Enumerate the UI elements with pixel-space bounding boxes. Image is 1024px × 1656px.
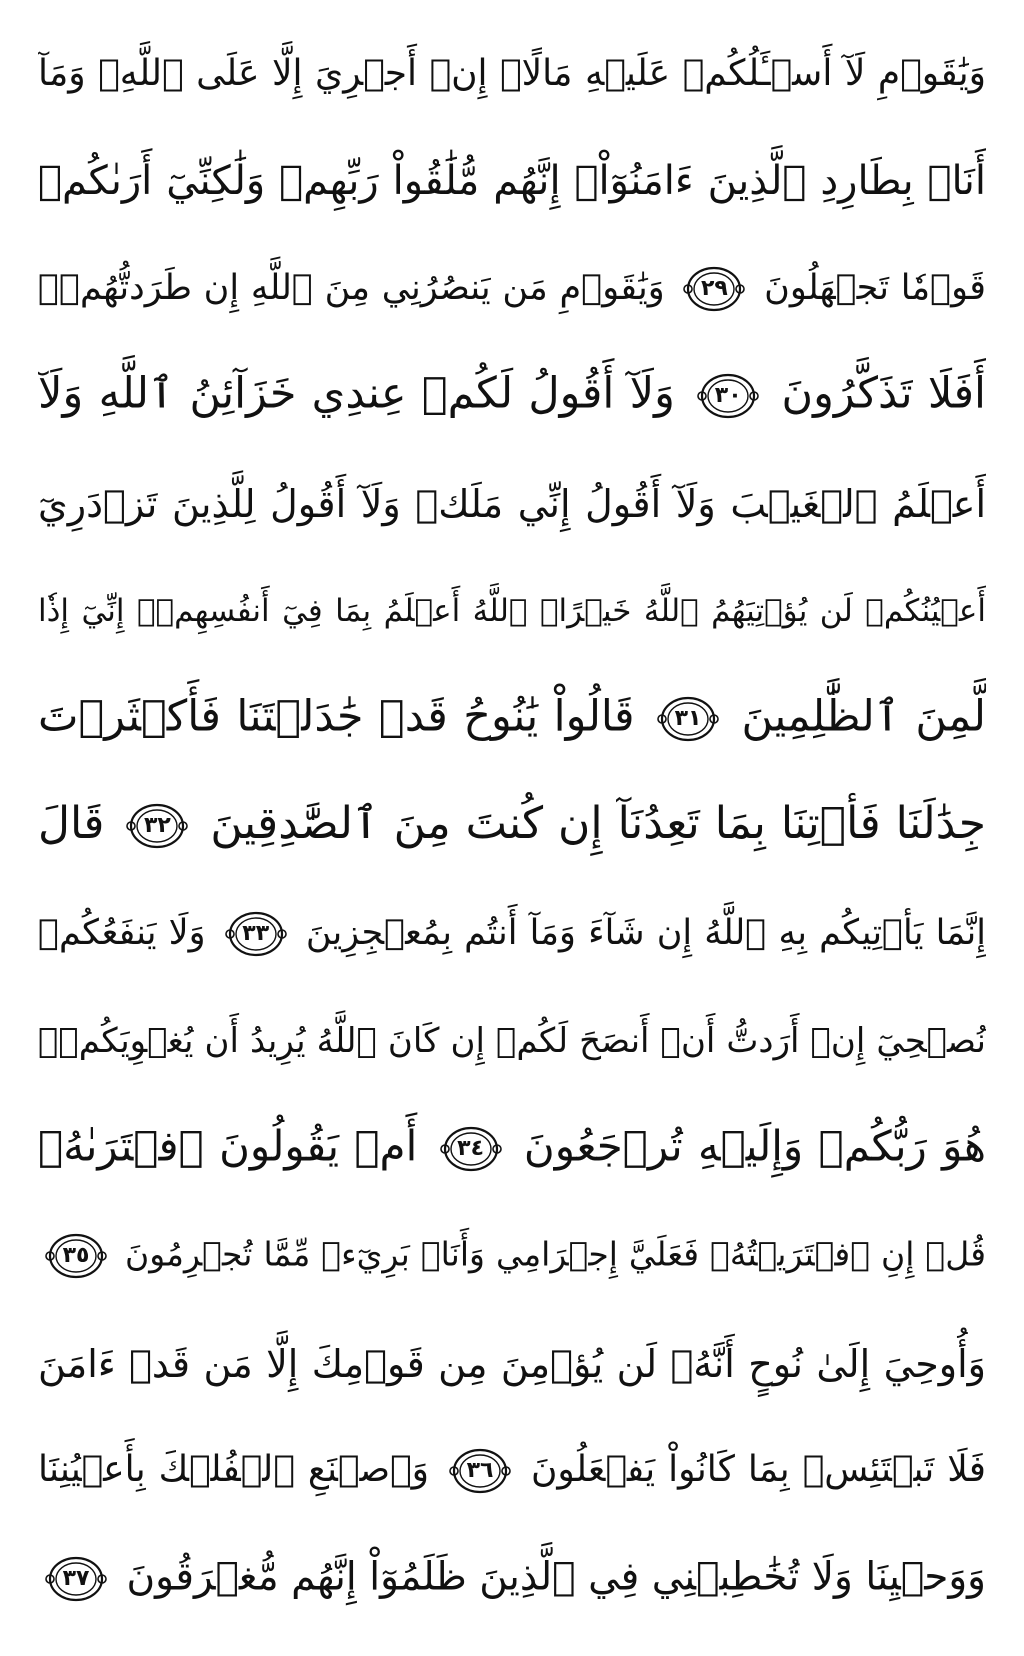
verse-text: وَلَا يَنفَعُكُمۡ: [38, 912, 206, 953]
verse-line-text: [38, 1021, 986, 1062]
ayah-number-marker: [125, 800, 189, 852]
verse-text: وَأُوحِيَ إِلَىٰ نُوحٍ أَنَّهُۥ لَن يُؤۡمِنَ مِن قَوۡمِكَ إِلَّا مَن قَدۡ ءَامَنَ: [38, 1341, 986, 1386]
ayah-number: ٣٣: [242, 920, 270, 946]
verse-text: أَفَلَا تَذَكَّرُونَ: [766, 368, 986, 419]
verse-text: قَوۡمٗا تَجۡهَلُونَ: [752, 267, 986, 308]
verse-line: [38, 1095, 986, 1203]
ayah-number-marker: [224, 908, 288, 960]
verse-line-text: [38, 800, 986, 852]
verse-line-text: [38, 1341, 986, 1386]
ayah-number: ٣٤: [457, 1135, 485, 1161]
ayah-number: ٣١: [674, 705, 702, 731]
ayah-number: ٣٠: [714, 383, 742, 409]
verse-line: [38, 880, 986, 988]
ayah-number-marker: [448, 1445, 512, 1497]
verse-text: جِدَٰلَنَا فَأۡتِنَا بِمَا تَعِدُنَآ إِن كُنتَ مِنَ ٱلصَّٰدِقِينَ: [195, 798, 986, 850]
verse-text: لَّمِنَ ٱلظَّٰلِمِينَ: [726, 691, 986, 742]
verse-lines: [38, 20, 986, 1633]
verse-text: وَلَآ أَقُولُ لَكُمۡ عِندِي خَزَآئِنُ ٱللَّهِ وَلَآ: [38, 368, 675, 419]
ayah-number-marker: [656, 693, 720, 745]
verse-line: [38, 235, 986, 343]
verse-line-text: [38, 481, 986, 526]
verse-line-text: [38, 52, 986, 94]
ayah-number: ٢٩: [701, 275, 728, 301]
verse-text: قُلۡ إِنِ ٱفۡتَرَيۡتُهُۥ فَعَلَيَّ إِجۡرَامِي وَأَنَا۠ بَرِيٓءٞ مِّمَّا تُجۡرِمُونَ: [114, 1234, 986, 1274]
verse-line-text: [38, 592, 986, 629]
verse-text: وَيَٰقَوۡمِ لَآ أَسۡـَٔلُكُمۡ عَلَيۡهِ مَالًاۖ إِنۡ أَجۡرِيَ إِلَّا عَلَى ٱللَّهِۚ وَمَآ: [38, 52, 986, 94]
verse-line: [38, 450, 986, 558]
verse-text: قَالَ: [38, 798, 105, 850]
verse-text: أَنَا۠ بِطَارِدِ ٱلَّذِينَ ءَامَنُوٓاْۚ إِنَّهُم مُّلَٰقُواْ رَبِّهِمۡ وَلَٰكِنِّيٓ أَرَىٰكُمۡ: [38, 158, 986, 205]
verse-line: [38, 773, 986, 881]
verse-text: وَيَٰقَوۡمِ مَن يَنصُرُنِي مِنَ ٱللَّهِ إِن طَرَدتُّهُمۡۚ: [38, 267, 665, 308]
verse-text: فَلَا تَبۡتَئِسۡ بِمَا كَانُواْ يَفۡعَلُونَ: [518, 1449, 986, 1491]
ayah-number: ٣٥: [62, 1243, 90, 1269]
ayah-number: ٣٢: [143, 813, 171, 839]
verse-line: [38, 343, 986, 451]
verse-line-text: [38, 1123, 986, 1175]
verse-text: أَمۡ يَقُولُونَ ٱفۡتَرَىٰهُۖ: [38, 1121, 418, 1171]
ayah-number-marker: [696, 370, 760, 422]
verse-text: أَعۡلَمُ ٱلۡغَيۡبَ وَلَآ أَقُولُ إِنِّي مَلَكٞ وَلَآ أَقُولُ لِلَّذِينَ تَزۡدَرِيٓ: [38, 481, 986, 526]
verse-line: [38, 20, 986, 128]
ayah-number-marker: [439, 1123, 503, 1175]
verse-text: قَالُواْ يَٰنُوحُ قَدۡ جَٰدَلۡتَنَا فَأَكۡثَرۡتَ: [38, 691, 635, 742]
verse-line: [38, 988, 986, 1096]
verse-text: أَعۡيُنُكُمۡ لَن يُؤۡتِيَهُمُ ٱللَّهُ خَيۡرًاۖ ٱللَّهُ أَعۡلَمُ بِمَا فِيٓ أَنفُسِهِمۡۖ إِنِّيٓ إِذٗا: [38, 592, 986, 629]
verse-line-text: [38, 908, 986, 960]
verse-line-text: [38, 1553, 986, 1605]
verse-text: نُصۡحِيٓ إِنۡ أَرَدتُّ أَنۡ أَنصَحَ لَكُمۡ إِن كَانَ ٱللَّهُ يُرِيدُ أَن يُغۡوِيَكُمۡۚ: [38, 1021, 986, 1062]
verse-line-text: [38, 158, 986, 205]
verse-line: [38, 665, 986, 773]
verse-line-text: [38, 370, 986, 422]
ayah-number-marker: [44, 1230, 108, 1282]
verse-text: وَوَحۡيِنَا وَلَا تُخَٰطِبۡنِي فِي ٱلَّذِينَ ظَلَمُوٓاْ إِنَّهُم مُّغۡرَقُونَ: [114, 1554, 986, 1600]
verse-line: [38, 1310, 986, 1418]
verse-text: وَٱصۡنَعِ ٱلۡفُلۡكَ بِأَعۡيُنِنَا: [38, 1449, 430, 1491]
verse-line-text: [38, 263, 986, 315]
verse-line: [38, 1525, 986, 1633]
verse-line: [38, 1203, 986, 1311]
ayah-number-marker: [44, 1553, 108, 1605]
verse-line-text: [38, 693, 986, 745]
verse-line: [38, 558, 986, 666]
verse-text: هُوَ رَبُّكُمۡ وَإِلَيۡهِ تُرۡجَعُونَ: [508, 1121, 986, 1171]
verse-line-text: [38, 1230, 986, 1282]
ayah-number: ٣٦: [466, 1458, 494, 1484]
ayah-number: ٣٧: [62, 1565, 90, 1591]
verse-line-text: [38, 1445, 986, 1497]
verse-line: [38, 1418, 986, 1526]
verse-line: [38, 128, 986, 236]
verse-text: إِنَّمَا يَأۡتِيكُم بِهِ ٱللَّهُ إِن شَآءَ وَمَآ أَنتُم بِمُعۡجِزِينَ: [293, 912, 986, 953]
ayah-number-marker: [682, 263, 746, 315]
